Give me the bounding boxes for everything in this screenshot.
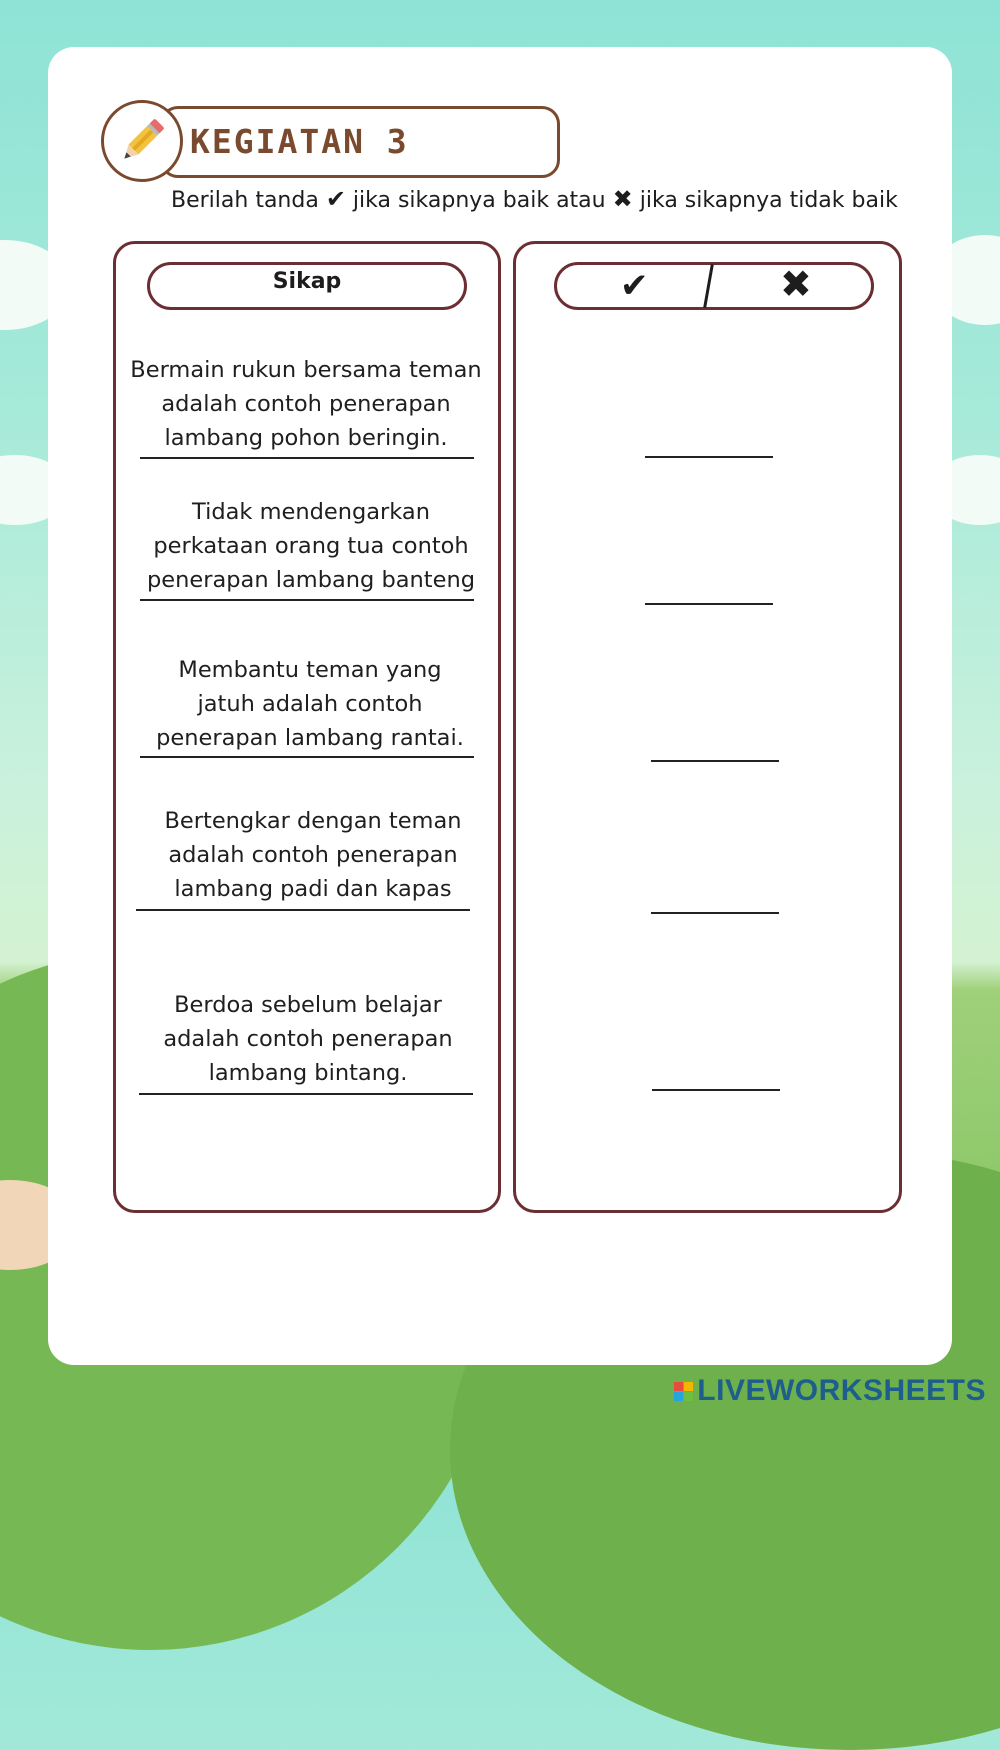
check-icon: ✔ xyxy=(325,185,346,213)
brand-logo[interactable] xyxy=(674,1374,986,1408)
statement-line: adalah contoh penerapan xyxy=(161,391,451,417)
instruction xyxy=(171,185,898,213)
statement-line: penerapan lambang rantai. xyxy=(156,725,464,751)
statement-line: lambang bintang. xyxy=(208,1060,408,1086)
answer-input-1[interactable] xyxy=(645,424,773,458)
statement-line: Bermain rukun bersama teman xyxy=(130,357,482,383)
statement-line: jatuh adalah contoh xyxy=(197,691,423,717)
cross-icon: ✖ xyxy=(780,262,812,306)
answer-input-4[interactable] xyxy=(651,880,779,914)
statement-underline xyxy=(139,1093,473,1095)
instruction-suffix: jika sikapnya tidak baik xyxy=(639,188,898,213)
statement-underline xyxy=(140,457,474,459)
statement-underline xyxy=(140,599,474,601)
statement-line: Berdoa sebelum belajar xyxy=(174,992,442,1018)
statement-line: lambang padi dan kapas xyxy=(174,876,452,902)
statement-2 xyxy=(131,495,491,597)
answer-input-5[interactable] xyxy=(652,1057,780,1091)
statement-underline xyxy=(136,909,470,911)
statement-4 xyxy=(133,804,493,906)
answer-header xyxy=(554,262,874,310)
instruction-middle: jika sikapnya baik atau xyxy=(352,188,606,213)
statement-line: adalah contoh penerapan xyxy=(168,842,458,868)
cross-icon: ✖ xyxy=(612,185,633,213)
statement-line: Bertengkar dengan teman xyxy=(164,808,462,834)
brand-name: LIVEWORKSHEETS xyxy=(697,1374,986,1407)
statement-line: Membantu teman yang xyxy=(178,657,442,683)
pencil-badge xyxy=(101,100,183,182)
brand-logo-icon xyxy=(674,1382,693,1401)
check-icon: ✔ xyxy=(620,266,649,306)
answer-input-2[interactable] xyxy=(645,571,773,605)
instruction-prefix: Berilah tanda xyxy=(171,188,319,213)
statement-line: adalah contoh penerapan xyxy=(163,1026,453,1052)
page-title: KEGIATAN 3 xyxy=(190,122,409,161)
statement-5 xyxy=(128,988,488,1090)
pencil-icon xyxy=(113,112,171,170)
statement-underline xyxy=(140,756,474,758)
statement-3 xyxy=(130,653,490,755)
statement-line: lambang pohon beringin. xyxy=(164,425,448,451)
statement-line: penerapan lambang banteng xyxy=(146,567,475,593)
answer-input-3[interactable] xyxy=(651,728,779,762)
statement-line: Tidak mendengarkan xyxy=(192,499,430,525)
statement-line: perkataan orang tua contoh xyxy=(153,533,469,559)
attitude-header-label: Sikap xyxy=(272,269,342,294)
statement-1 xyxy=(126,353,486,455)
